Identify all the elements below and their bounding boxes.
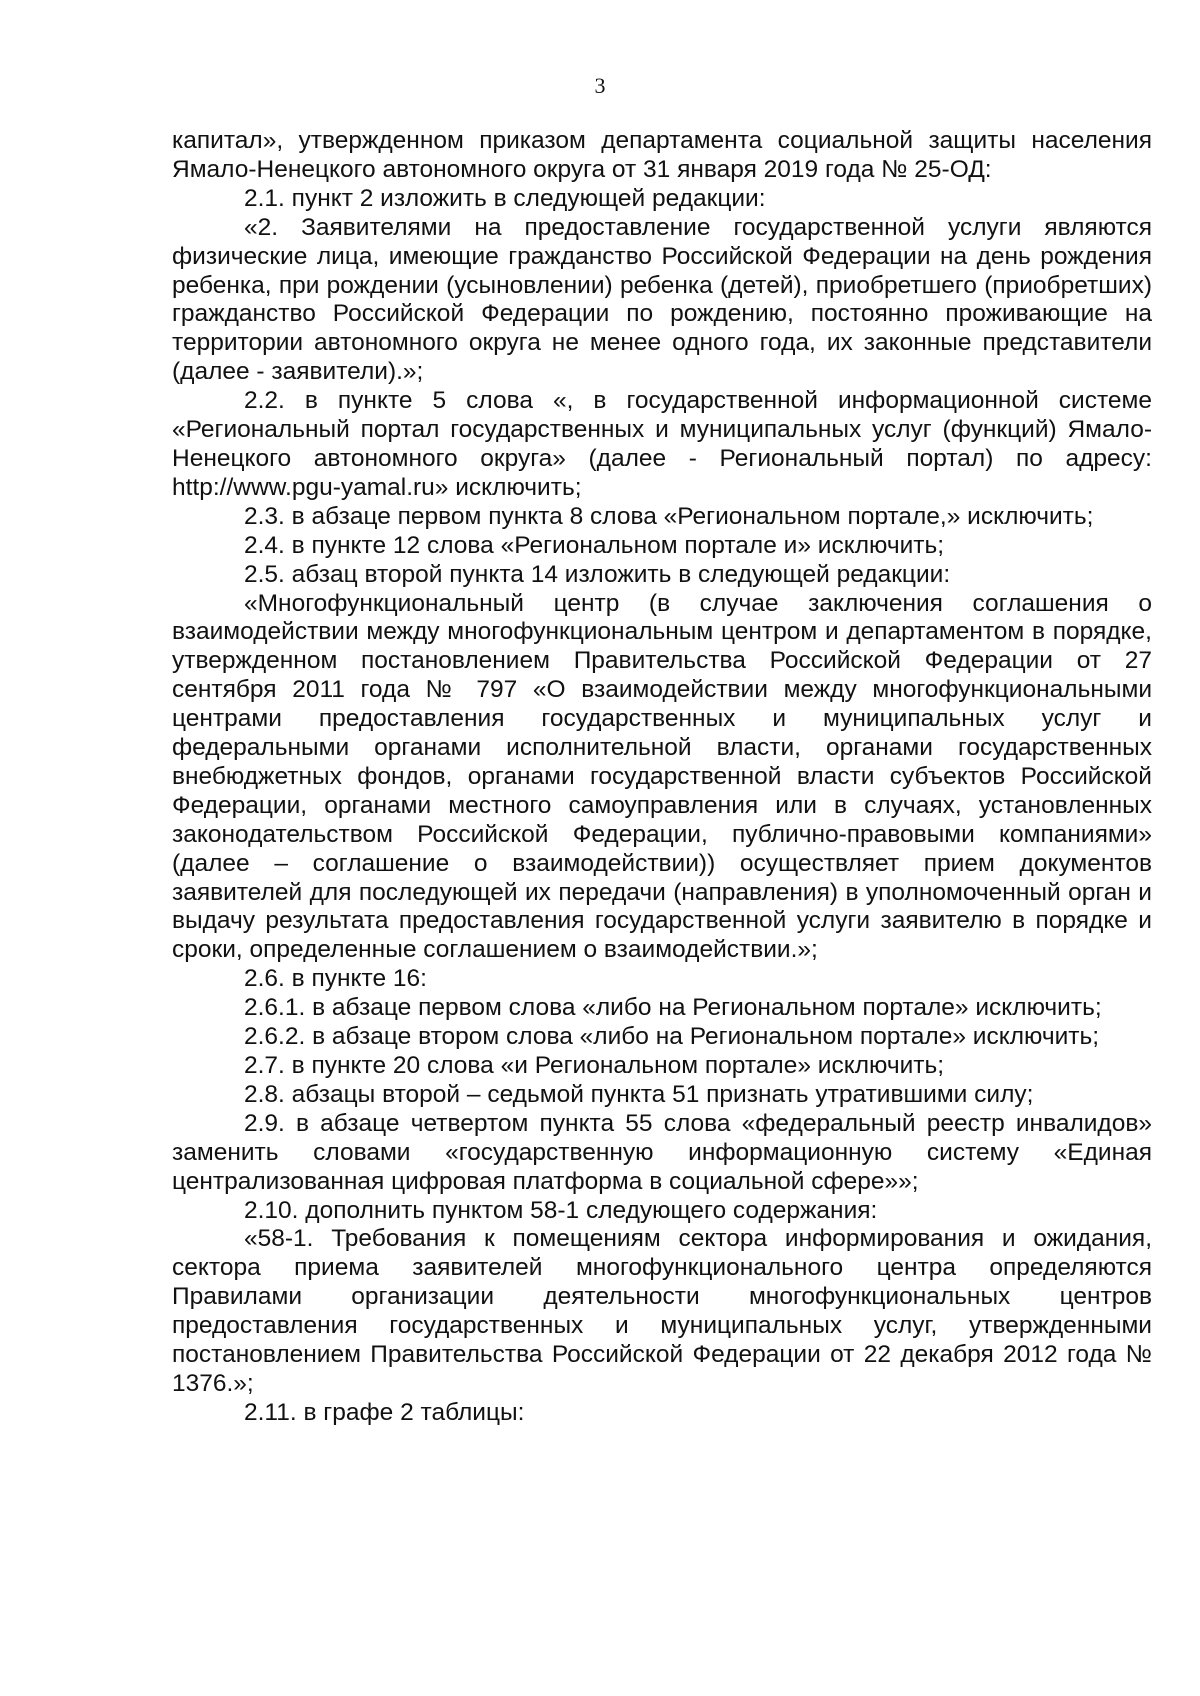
paragraph: 2.7. в пункте 20 слова «и Региональном портале» исключить; (244, 1052, 945, 1079)
paragraph: 2.8. абзацы второй – седьмой пункта 51 признать утратившими силу; (244, 1080, 1034, 1108)
paragraph: 2.6. в пункте 16: (244, 965, 427, 993)
paragraph: «58-1. Требования к помещениям сектора информирования и ожидания, сектора приема заявителей многофункционального центра определяются Правилами организации деятельности многофункциональных центров предоставления государственных и муниципальных услуг, утвержденными постановлением Правительства Российской Федерации от 22 декабря 2012 года № 1376.»; (172, 1225, 1152, 1397)
paragraph: 2.6.2. в абзаце втором слова «либо на Региональном портале» исключить; (244, 1023, 1100, 1051)
paragraph: 2.2. в пункте 5 слова «, в государственной информационной системе «Региональный портал государственных и муниципальных услуг (функций) Ямало-Ненецкого автономного округа» (далее - Региональный портал) по адресу: http://www.pgu-yamal.ru» исключить; (172, 387, 1152, 501)
paragraph: 2.1. пункт 2 изложить в следующей редакции: (244, 184, 766, 212)
paragraph: 2.10. дополнить пунктом 58-1 следующего содержания: (244, 1196, 878, 1224)
paragraph: 2.4. в пункте 12 слова «Региональном портале и» исключить; (244, 531, 945, 559)
paragraph: капитал», утвержденном приказом департамента социальной защиты населения Ямало-Ненецкого автономного округа от 31 января 2019 года № 25-ОД: (172, 127, 1152, 183)
paragraph: «Многофункциональный центр (в случае заключения соглашения о взаимодействии между многофункциональным центром и департаментом в порядке, утвержденном постановлением Правительства Российской Федерации от 27 сентября 2011 года № 797 «О взаимодействии между многофункциональными центрами предоставления государственных и муниципальных услуг и федеральными органами исполнительной власти, органами государственных внебюджетных фондов, органами государственной власти субъектов Российской Федерации, органами местного самоуправления или в случаях, установленных законодательством Российской Федерации, публично-правовыми компаниями» (далее – соглашение о взаимодействии)) осуществляет прием документов заявителей для последующей их передачи (направления) в уполномоченный орган и выдачу результата предоставления государственной услуги заявителю в порядке и сроки, определенные соглашением о взаимодействии.»; (172, 589, 1152, 964)
paragraph: 2.6.1. в абзаце первом слова «либо на Региональном портале» исключить; (244, 994, 1102, 1022)
paragraph: 2.9. в абзаце четвертом пункта 55 слова «федеральный реестр инвалидов» заменить словами «государственную информационную систему «Единая централизованная цифровая платформа в социальной сфере»»; (172, 1109, 1152, 1195)
paragraph: 2.3. в абзаце первом пункта 8 слова «Региональном портале,» исключить; (244, 502, 1094, 530)
document-body (172, 127, 1152, 1428)
paragraph: «2. Заявителями на предоставление государственной услуги являются физические лица, имеющие гражданство Российской Федерации на день рождения ребенка, при рождении (усыновлении) ребенка (детей), приобретшего (приобретших) гражданство Российской Федерации по рождению, постоянно проживающие на территории автономного округа не менее одного года, их законные представители (далее - заявители).»; (172, 213, 1152, 386)
page-number: 3 (594, 73, 606, 98)
paragraph: 2.11. в графе 2 таблицы: (244, 1398, 525, 1426)
paragraph: 2.5. абзац второй пункта 14 изложить в следующей редакции: (244, 560, 951, 588)
